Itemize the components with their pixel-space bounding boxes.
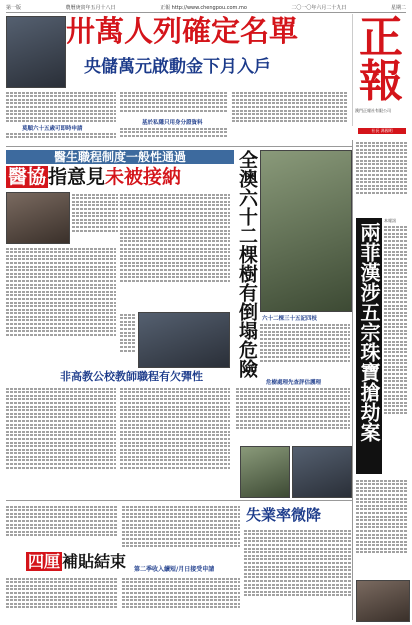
masthead-tagline: 澳門正報社有限公司 [355,108,391,113]
person-photo [292,446,352,498]
jewel-tag: 本報訊 [384,218,396,223]
lead-sub1: 莫順六十五歲可即時申請 [22,126,83,132]
lead-body-col-3 [232,90,348,132]
tree-headline: 全澳六十二棵樹有倒塌危險 [236,150,258,378]
lead-body-col-1b [6,131,116,143]
masthead [352,14,409,126]
subsidy-headline-b: 補貼結束 [62,552,127,571]
subsidy-headline [26,552,126,572]
issue-date: 二〇一〇年六月二十九日 [291,4,347,11]
teacher-body-col-2 [120,386,230,496]
tree-photo [260,150,352,312]
jewel-headline-box [356,218,382,474]
medical-body-col-3 [6,246,116,364]
medical-photo [6,192,70,244]
group-photo [138,312,230,368]
subsidy-headline-a: 四厘 [28,552,61,571]
lead-body-col-2b [120,126,228,143]
lunar-date: 農曆庚寅年五月十八日 [65,4,116,11]
jewel-photo [356,580,410,622]
tree-body-col-1 [260,322,350,374]
unemployment-headline: 失業率微降 [246,506,322,524]
tree-body-col-2 [236,386,350,442]
masthead-badge: 社長 馮國明 [358,128,406,134]
subsidy-body-col-1 [6,504,118,548]
bottom-body [122,576,240,620]
lead-headline: 卅萬人列確定名單 [66,14,299,48]
top-bar [6,2,406,13]
rule-2 [6,500,352,501]
teacher-headline: 非高教公校教師職程有欠彈性 [60,370,203,383]
medical-headline-c: 未被接納 [105,166,182,188]
tree-caption: 危樹處理先查評估護理 [266,380,322,386]
jewel-headline: 兩菲漢涉五宗珠寶搶劫案 [357,222,381,442]
lead-sub2: 基於私隱只用身分證資料 [142,120,203,126]
medical-headline-a: 醫協 [8,166,47,188]
lead-photo [6,16,66,88]
medical-headline [6,166,181,188]
masthead-char-2: 報 [359,56,403,107]
subsidy-body-col-3 [122,504,240,562]
subsidy-body-col-2 [6,576,118,620]
lead-body-col-2 [120,90,228,116]
page-number: 第一版 [6,4,22,11]
masthead-char-1: 正 [359,12,403,63]
medical-body-col-1 [72,192,118,242]
jewel-body-col-2 [356,478,408,578]
masthead-info [356,140,408,214]
lead-subhead: 央儲萬元啟動金下月入戶 [84,57,271,77]
medical-kicker: 醫生職程制度一般性通過 [6,150,234,164]
medical-body-col-2 [120,192,230,310]
rule-3 [352,140,353,620]
medical-body-col-4 [120,312,136,366]
weekday: 星期二 [390,4,406,11]
rule-1 [6,146,352,147]
jewel-body-col-1 [384,224,408,474]
site-url[interactable]: 正報 http://www.chengpou.com.mo [160,4,247,11]
unemployment-body [244,528,352,620]
medical-headline-b: 指意見 [48,166,106,188]
tree-photo-2 [240,446,290,498]
bottom-headline: 第二季收入續短/月日接受申請 [134,566,215,573]
tree-sub: 六十二棵三十五記四枝 [262,316,318,322]
teacher-body-col-1 [6,386,116,496]
